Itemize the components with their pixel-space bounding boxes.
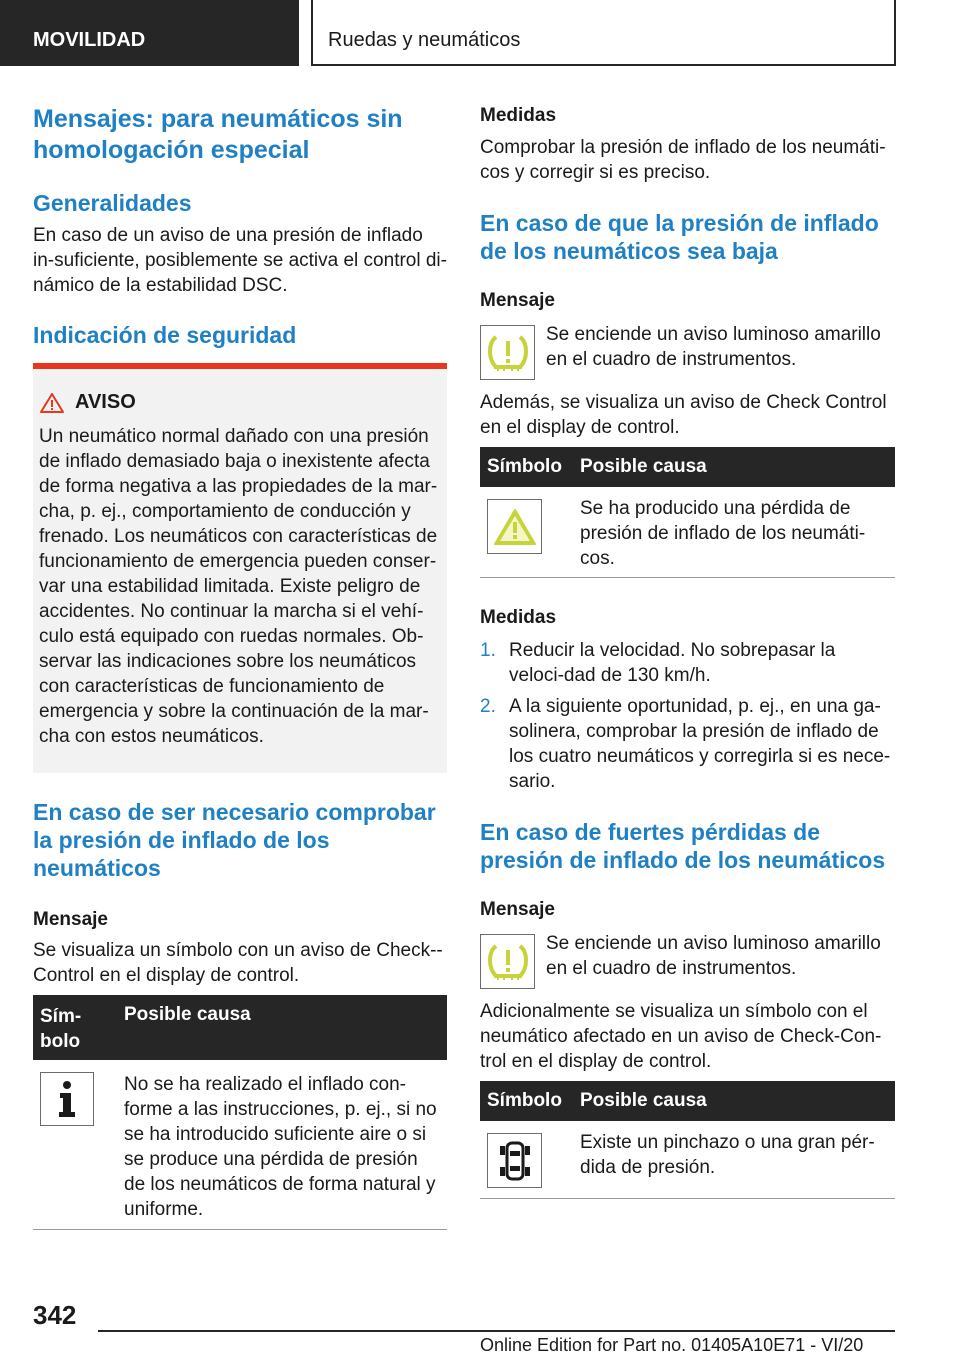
table-cell-cause: Existe un pinchazo o una gran pér-dida de presión.	[580, 1132, 875, 1178]
check-table	[33, 995, 447, 1230]
check-heading: En caso de ser necesario comprobar la presión de inflado de los neumáticos	[33, 799, 436, 881]
table-header-cause: Posible causa	[580, 1090, 707, 1111]
list-item	[480, 638, 895, 688]
right-column	[480, 100, 895, 1199]
table-cell-cause: No se ha realizado el inflado con-forme a las instrucciones, p. ej., si no se ha introducido suficiente aire o si se produce una pérdida de presión de los neumáticos de forma natural y uniforme.	[124, 1074, 437, 1220]
table-header	[480, 447, 895, 487]
info-icon	[40, 1072, 94, 1126]
list-item	[480, 694, 895, 794]
table-header-cause: Posible causa	[124, 1004, 251, 1025]
heavy-light-block	[480, 931, 895, 989]
safety-heading: Indicación de seguridad	[33, 322, 297, 348]
warning-box	[33, 363, 447, 773]
heavy-table	[480, 1081, 895, 1199]
measures-text: Comprobar la presión de inflado de los neumáti-cos y corregir si es preciso.	[480, 137, 886, 183]
left-column	[33, 100, 447, 1230]
table-cell-symbol	[480, 1130, 573, 1188]
chapter-title: Ruedas y neumáticos	[311, 0, 896, 66]
low-table	[480, 447, 895, 578]
table-cell-symbol	[33, 1072, 117, 1222]
table-cell-symbol	[480, 496, 573, 571]
heavy-light-text: Se enciende un aviso luminoso amarillo en el cuadro de instrumentos.	[546, 933, 881, 979]
tpms-warning-light-icon	[480, 934, 535, 989]
footer-edition: Online Edition for Part no. 01405A10E71 - VI/20	[480, 1335, 864, 1355]
page-number: 342	[33, 1300, 77, 1330]
section-tab: MOVILIDAD	[0, 0, 299, 66]
table-header-symbol: Símbolo	[487, 1090, 562, 1111]
list-item-number: 2.	[480, 696, 496, 717]
list-item-text: A la siguiente oportunidad, p. ej., en una ga-solinera, comprobar la presión de inflado de los cuatro neumáticos y corregirla si es nece-sario.	[509, 696, 891, 792]
warning-triangle-icon	[487, 499, 542, 554]
table-header	[33, 995, 447, 1060]
table-header-cause: Posible causa	[580, 456, 707, 477]
table-row	[480, 487, 895, 578]
heavy-message-label: Mensaje	[480, 899, 555, 920]
warning-text: Un neumático normal dañado con una presión de inflado demasiado baja o inexistente afecta de forma negativa a las propiedades de la mar-cha, p. ej., comportamiento de conducción y frenado. Los neumáticos con características de funcionamiento de emergencia pueden conser-var una estabilidad limitada. Existe peligro de accidentes. No continuar la marcha si el vehí-culo está equipado con ruedas normales. Ob-servar las indicaciones sobre los neumáticos con características de funcionamiento de emergencia y sobre la continuación de la mar-cha con estos neumáticos.	[39, 426, 438, 747]
table-row	[480, 1121, 895, 1199]
tpms-warning-light-icon	[480, 325, 535, 380]
list-item-text: Reducir la velocidad. No sobrepasar la veloci-dad de 130 km/h.	[509, 640, 836, 686]
low-message-label: Mensaje	[480, 290, 555, 311]
table-header-symbol: Símbolo	[487, 456, 562, 477]
footer-divider	[98, 1330, 895, 1332]
general-text: En caso de un aviso de una presión de inflado in-suficiente, posiblemente se activa el control di-námico de la estabilidad DSC.	[33, 225, 447, 296]
general-heading: Generalidades	[33, 190, 192, 216]
warning-label: AVISO	[75, 391, 136, 413]
low-pressure-heading: En caso de que la presión de inflado de los neumáticos sea baja	[480, 210, 879, 264]
warning-title	[39, 391, 441, 414]
page-header	[0, 0, 960, 66]
heavy-extra-text: Adicionalmente se visualiza un símbolo con el neumático afectado en un aviso de Check-Con-trol en el display de control.	[480, 1001, 882, 1072]
warning-triangle-icon	[39, 392, 65, 414]
measures-list	[480, 638, 895, 794]
low-light-text: Se enciende un aviso luminoso amarillo en el cuadro de instrumentos.	[546, 324, 881, 370]
heavy-loss-heading: En caso de fuertes pérdidas de presión de inflado de los neumáticos	[480, 819, 886, 873]
check-message-label: Mensaje	[33, 909, 108, 930]
low-measures-label: Medidas	[480, 607, 557, 628]
list-item-number: 1.	[480, 640, 496, 661]
table-row	[33, 1060, 447, 1230]
low-extra-text: Además, se visualiza un aviso de Check Control en el display de control.	[480, 392, 887, 438]
page-title: Mensajes: para neumáticos sin homologación especial	[33, 105, 403, 164]
check-message-text: Se visualiza un símbolo con un aviso de Check--Control en el display de control.	[33, 940, 443, 986]
table-cell-cause: Se ha producido una pérdida de presión de inflado de los neumáti-cos.	[580, 498, 866, 569]
car-tire-icon	[487, 1133, 542, 1188]
table-header	[480, 1081, 895, 1121]
table-header-symbol: Sím-bolo	[40, 1006, 82, 1052]
measures-label: Medidas	[480, 105, 557, 126]
low-light-block	[480, 322, 895, 380]
